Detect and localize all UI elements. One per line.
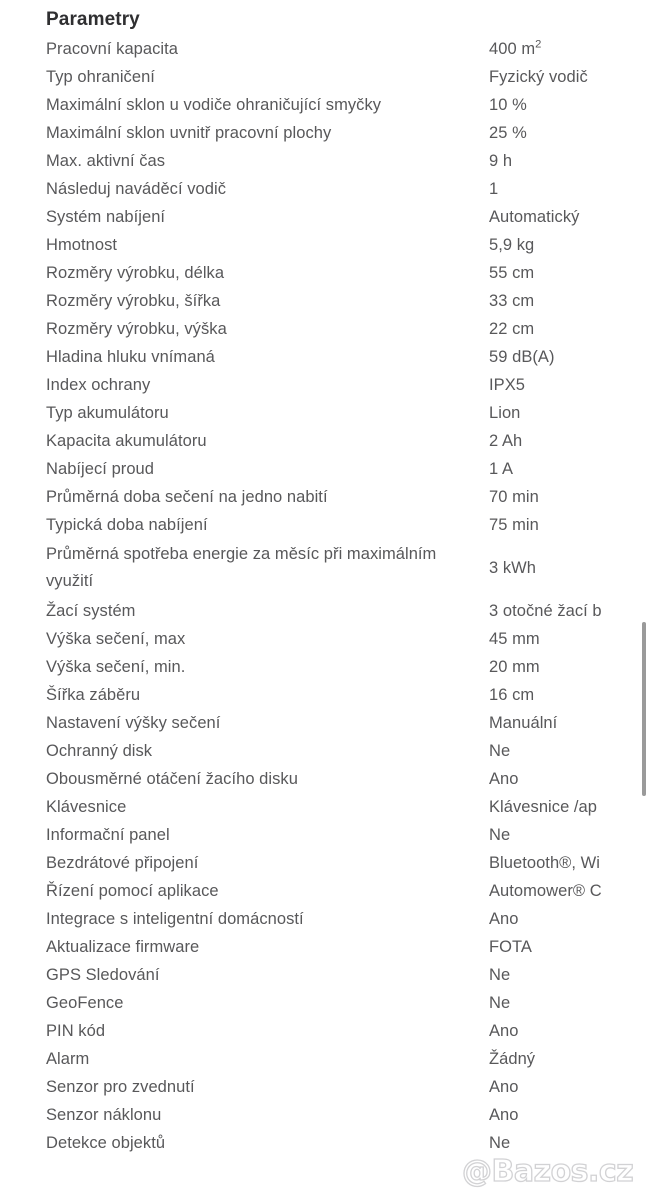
- spec-label: Index ochrany: [46, 376, 151, 394]
- table-row: [46, 737, 652, 765]
- spec-value: Ne: [489, 742, 511, 760]
- table-row: [46, 597, 652, 625]
- table-row: [46, 625, 652, 653]
- table-row: [46, 933, 652, 961]
- table-row: [46, 1073, 652, 1101]
- spec-value: Ne: [489, 966, 511, 984]
- spec-value: Fyzický vodič: [489, 68, 588, 86]
- spec-label: Maximální sklon u vodiče ohraničující smyčky: [46, 96, 382, 114]
- spec-label: Hladina hluku vnímaná: [46, 348, 215, 366]
- table-row: [46, 203, 652, 231]
- spec-label: Klávesnice: [46, 798, 127, 816]
- table-row: [46, 63, 652, 91]
- spec-value: 45 mm: [489, 630, 540, 648]
- vertical-scrollbar-track[interactable]: [641, 0, 650, 1200]
- table-row: [46, 1101, 652, 1129]
- spec-value: 2 Ah: [489, 432, 523, 450]
- table-row: [46, 343, 652, 371]
- table-row: [46, 455, 652, 483]
- table-row: [46, 765, 652, 793]
- table-row: [46, 1017, 652, 1045]
- spec-label: Systém nabíjení: [46, 208, 166, 226]
- spec-value: Ano: [489, 1022, 519, 1040]
- spec-label: Rozměry výrobku, délka: [46, 264, 225, 282]
- spec-value: 33 cm: [489, 292, 535, 310]
- table-row: [46, 653, 652, 681]
- spec-label: Alarm: [46, 1050, 90, 1068]
- spec-label: Šířka záběru: [46, 686, 141, 704]
- spec-value: Automatický: [489, 208, 580, 226]
- spec-label: Výška sečení, max: [46, 630, 186, 648]
- page-title: Parametry: [46, 9, 140, 30]
- table-row: [46, 231, 652, 259]
- spec-value: FOTA: [489, 938, 532, 956]
- spec-label: GeoFence: [46, 994, 124, 1012]
- spec-label: Obousměrné otáčení žacího disku: [46, 770, 298, 788]
- spec-label: Výška sečení, min.: [46, 658, 186, 676]
- spec-value: Ne: [489, 994, 511, 1012]
- spec-value-superscript: 2: [535, 38, 542, 51]
- spec-label: Rozměry výrobku, výška: [46, 320, 227, 338]
- table-row: [46, 147, 652, 175]
- spec-value: 75 min: [489, 516, 539, 534]
- table-row: [46, 821, 652, 849]
- spec-value: 70 min: [489, 488, 539, 506]
- spec-value: Automower® C: [489, 882, 602, 900]
- spec-value: Ano: [489, 1078, 519, 1096]
- spec-value: 5,9 kg: [489, 236, 535, 254]
- spec-label: Aktualizace firmware: [46, 938, 200, 956]
- spec-value: Ne: [489, 826, 511, 844]
- table-row: [46, 119, 652, 147]
- table-row: [46, 259, 652, 287]
- spec-value: 3 otočné žací b: [489, 602, 602, 620]
- spec-label: Pracovní kapacita: [46, 40, 179, 58]
- spec-value: Ano: [489, 910, 519, 928]
- spec-label: PIN kód: [46, 1022, 106, 1040]
- table-row: [46, 681, 652, 709]
- table-row: [46, 315, 652, 343]
- spec-label: Průměrná doba sečení na jedno nabití: [46, 488, 328, 506]
- spec-label: Následuj naváděcí vodič: [46, 180, 227, 198]
- spec-value: 16 cm: [489, 686, 535, 704]
- spec-value: 10 %: [489, 96, 527, 114]
- table-row: [46, 877, 652, 905]
- table-row: [46, 793, 652, 821]
- spec-label: Kapacita akumulátoru: [46, 432, 207, 450]
- spec-label: Hmotnost: [46, 236, 118, 254]
- spec-label: Integrace s inteligentní domácností: [46, 910, 304, 928]
- table-row: [46, 1129, 652, 1157]
- spec-value: Klávesnice /ap: [489, 798, 598, 816]
- spec-label: Max. aktivní čas: [46, 152, 166, 170]
- table-row: [46, 709, 652, 737]
- spec-value: Ano: [489, 770, 519, 788]
- table-row: [46, 989, 652, 1017]
- spec-label: Typ ohraničení: [46, 68, 155, 86]
- spec-value: Ne: [489, 1134, 511, 1152]
- specifications-table-body: [46, 35, 652, 1157]
- spec-label: GPS Sledování: [46, 966, 160, 984]
- spec-label: Bezdrátové připojení: [46, 854, 199, 872]
- table-row: [46, 849, 652, 877]
- spec-label: Detekce objektů: [46, 1134, 166, 1152]
- table-row: [46, 483, 652, 511]
- table-row: [46, 35, 652, 63]
- spec-value: Bluetooth®, Wi: [489, 854, 600, 872]
- spec-label: Nastavení výšky sečení: [46, 714, 221, 732]
- table-row: [46, 511, 652, 539]
- spec-value: 55 cm: [489, 264, 535, 282]
- spec-value: [489, 35, 652, 63]
- spec-label: Ochranný disk: [46, 742, 153, 760]
- spec-value: 1: [489, 180, 499, 198]
- spec-value: 1 A: [489, 460, 514, 478]
- table-row: [46, 539, 652, 597]
- spec-label: Senzor náklonu: [46, 1106, 162, 1124]
- spec-value: Ano: [489, 1106, 519, 1124]
- spec-label: Průměrná spotřeba energie za měsíc při maximálním využití: [46, 545, 437, 590]
- spec-value: 9 h: [489, 152, 513, 170]
- spec-value: IPX5: [489, 376, 525, 394]
- spec-value: 3 kWh: [489, 559, 537, 577]
- spec-value: 59 dB(A): [489, 348, 555, 366]
- spec-value: Manuální: [489, 714, 558, 732]
- spec-label: Řízení pomocí aplikace: [46, 882, 219, 900]
- spec-label: Nabíjecí proud: [46, 460, 155, 478]
- table-row: [46, 905, 652, 933]
- table-row: [46, 427, 652, 455]
- spec-value: 25 %: [489, 124, 527, 142]
- table-row: [46, 91, 652, 119]
- table-row: [46, 371, 652, 399]
- spec-label: Maximální sklon uvnitř pracovní plochy: [46, 124, 332, 142]
- spec-label: Typ akumulátoru: [46, 404, 169, 422]
- spec-label: Žací systém: [46, 602, 136, 620]
- table-row: [46, 175, 652, 203]
- spec-value: 22 cm: [489, 320, 535, 338]
- vertical-scrollbar-thumb[interactable]: [642, 622, 646, 796]
- table-row: [46, 399, 652, 427]
- spec-label: Typická doba nabíjení: [46, 516, 208, 534]
- spec-value: Žádný: [489, 1050, 536, 1068]
- table-row: [46, 1045, 652, 1073]
- specifications-table: [46, 35, 652, 1157]
- spec-label: Informační panel: [46, 826, 170, 844]
- table-row: [46, 961, 652, 989]
- spec-value-text: 400 m: [489, 40, 536, 58]
- spec-label: Senzor pro zvednutí: [46, 1078, 195, 1096]
- spec-label: Rozměry výrobku, šířka: [46, 292, 221, 310]
- spec-value: Lion: [489, 404, 521, 422]
- table-row: [46, 287, 652, 315]
- spec-value: 20 mm: [489, 658, 540, 676]
